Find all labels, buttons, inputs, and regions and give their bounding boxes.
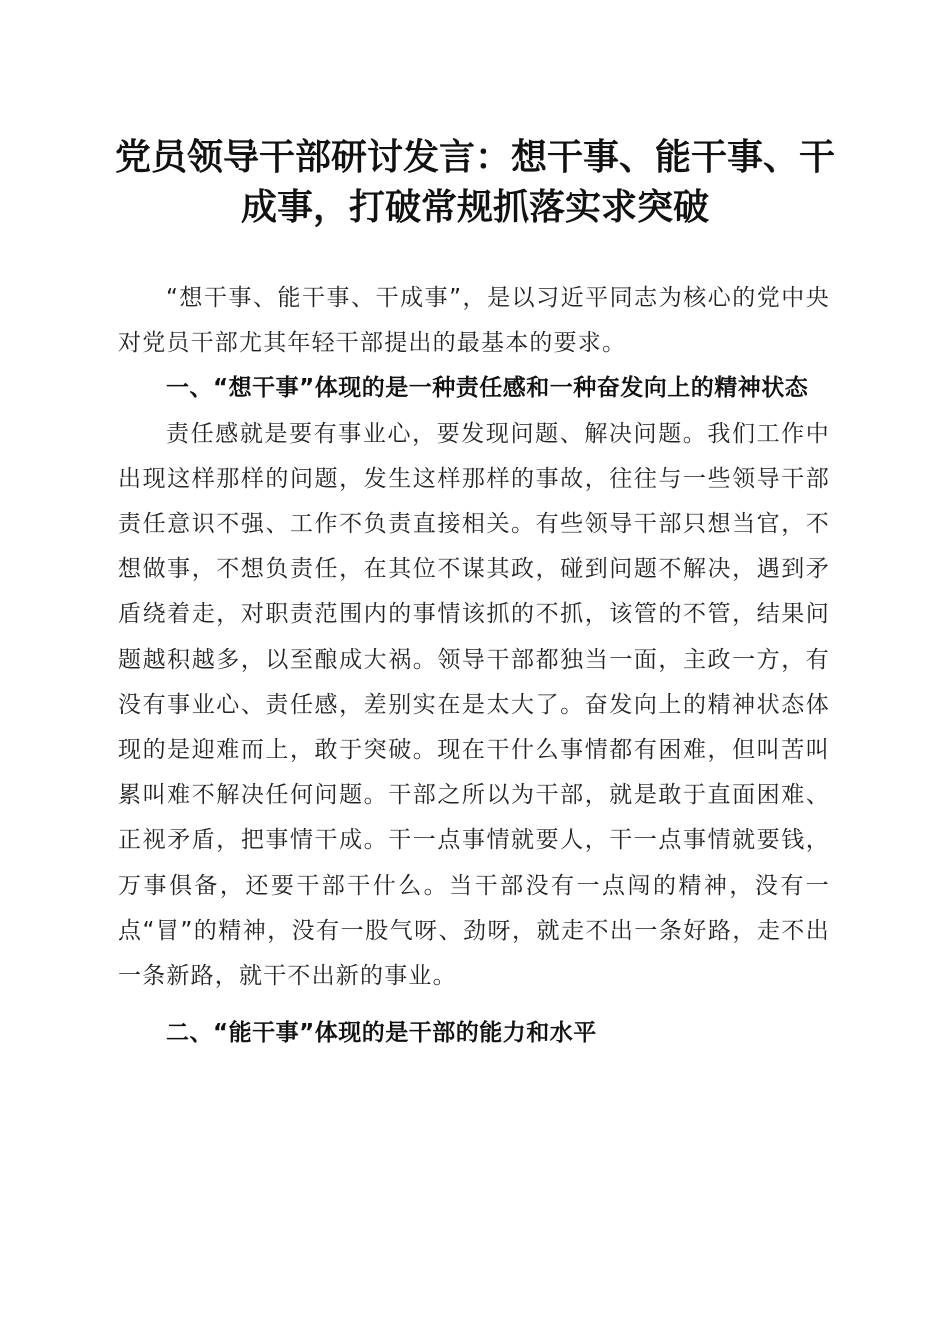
section-2-heading: 二、“能干事”体现的是干部的能力和水平 xyxy=(166,1020,597,1047)
intro-paragraph: “想干事、能干事、干成事”，是以习近平同志为核心的党中央对党员干部尤其年轻干部提出的最基本的要求。 xyxy=(118,285,830,357)
section-1-heading: 一、“想干事”体现的是一种责任感和一种奋发向上的精神状态 xyxy=(166,375,809,402)
title-line-1: 党员领导干部研讨发言：想干事、能干事、干 xyxy=(114,136,835,178)
paragraph-gap xyxy=(118,999,830,1011)
section-1-paragraph: 责任感就是要有事业心，要发现问题、解决问题。我们工作中出现这样那样的问题，发生这样那样的事故，往往与一些领导干部责任意识不强、工作不负责直接相关。有些领导干部只想当官，不想做事，不想负责任，在其位不谋其政，碰到问题不解决，遇到矛盾绕着走，对职责范围内的事情该抓的不抓，该管的不管，结果问题越积越多，以至酿成大祸。领导干部都独当一面，主政一方，有没有事业心、责任感，差别实在是太大了。奋发向上的精神状态体现的是迎难而上，敢于突破。现在干什么事情都有困难，但叫苦叫累叫难不解决任何问题。干部之所以为干部，就是敢于直面困难、正视矛盾，把事情干成。干一点事情就要人，干一点事情就要钱，万事俱备，还要干部干什么。当干部没有一点闯的精神，没有一点“冒”的精神，没有一股气呀、劲呀，就走不出一条好路，走不出一条新路，就干不出新的事业。 xyxy=(118,420,830,990)
page-title xyxy=(110,132,840,232)
document-body xyxy=(118,276,830,1056)
title-line-2: 成事，打破常规抓落实求突破 xyxy=(240,186,709,228)
